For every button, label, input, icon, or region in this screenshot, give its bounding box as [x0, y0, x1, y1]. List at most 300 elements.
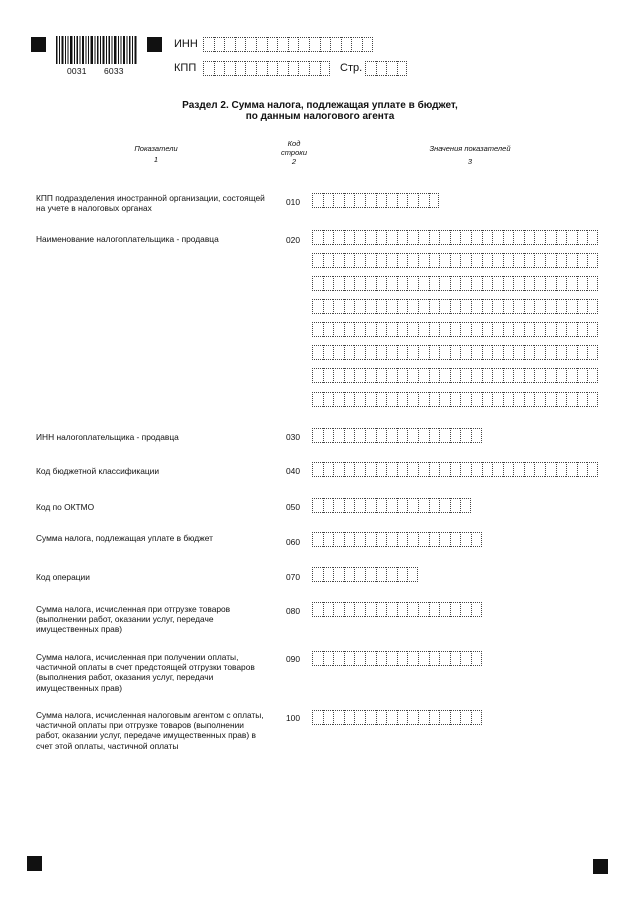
seller-inn-field[interactable] — [312, 428, 482, 443]
char-cell[interactable] — [524, 230, 535, 245]
char-cell[interactable] — [333, 322, 344, 337]
char-cell[interactable] — [429, 392, 440, 407]
char-cell[interactable] — [439, 322, 450, 337]
char-cell[interactable] — [312, 322, 323, 337]
char-cell[interactable] — [439, 299, 450, 314]
char-cell[interactable] — [397, 651, 408, 666]
char-cell[interactable] — [513, 253, 524, 268]
char-cell[interactable] — [587, 462, 598, 477]
char-cell[interactable] — [365, 428, 376, 443]
char-cell[interactable] — [323, 322, 334, 337]
char-cell[interactable] — [376, 710, 387, 725]
char-cell[interactable] — [450, 299, 461, 314]
char-cell[interactable] — [351, 37, 362, 52]
char-cell[interactable] — [333, 253, 344, 268]
char-cell[interactable] — [323, 710, 334, 725]
char-cell[interactable] — [566, 462, 577, 477]
char-cell[interactable] — [429, 651, 440, 666]
char-cell[interactable] — [566, 345, 577, 360]
char-cell[interactable] — [492, 392, 503, 407]
char-cell[interactable] — [386, 392, 397, 407]
char-cell[interactable] — [312, 567, 323, 582]
char-cell[interactable] — [545, 462, 556, 477]
char-cell[interactable] — [429, 428, 440, 443]
char-cell[interactable] — [439, 230, 450, 245]
char-cell[interactable] — [429, 230, 440, 245]
char-cell[interactable] — [471, 651, 482, 666]
char-cell[interactable] — [556, 299, 567, 314]
char-cell[interactable] — [344, 193, 355, 208]
char-cell[interactable] — [429, 322, 440, 337]
char-cell[interactable] — [333, 230, 344, 245]
char-cell[interactable] — [471, 710, 482, 725]
char-cell[interactable] — [587, 230, 598, 245]
char-cell[interactable] — [365, 651, 376, 666]
char-cell[interactable] — [354, 392, 365, 407]
char-cell[interactable] — [323, 602, 334, 617]
char-cell[interactable] — [460, 322, 471, 337]
char-cell[interactable] — [471, 392, 482, 407]
char-cell[interactable] — [407, 532, 418, 547]
char-cell[interactable] — [450, 345, 461, 360]
char-cell[interactable] — [376, 651, 387, 666]
char-cell[interactable] — [492, 462, 503, 477]
char-cell[interactable] — [418, 276, 429, 291]
char-cell[interactable] — [577, 322, 588, 337]
char-cell[interactable] — [203, 37, 214, 52]
char-cell[interactable] — [513, 322, 524, 337]
char-cell[interactable] — [513, 299, 524, 314]
char-cell[interactable] — [450, 532, 461, 547]
char-cell[interactable] — [376, 230, 387, 245]
char-cell[interactable] — [460, 276, 471, 291]
char-cell[interactable] — [556, 322, 567, 337]
char-cell[interactable] — [471, 532, 482, 547]
char-cell[interactable] — [460, 230, 471, 245]
char-cell[interactable] — [376, 276, 387, 291]
char-cell[interactable] — [397, 230, 408, 245]
char-cell[interactable] — [386, 462, 397, 477]
char-cell[interactable] — [418, 345, 429, 360]
char-cell[interactable] — [397, 532, 408, 547]
char-cell[interactable] — [386, 602, 397, 617]
char-cell[interactable] — [344, 532, 355, 547]
char-cell[interactable] — [333, 392, 344, 407]
char-cell[interactable] — [344, 651, 355, 666]
char-cell[interactable] — [354, 193, 365, 208]
char-cell[interactable] — [471, 276, 482, 291]
char-cell[interactable] — [312, 602, 323, 617]
char-cell[interactable] — [333, 710, 344, 725]
char-cell[interactable] — [354, 276, 365, 291]
char-cell[interactable] — [418, 428, 429, 443]
char-cell[interactable] — [471, 345, 482, 360]
char-cell[interactable] — [439, 602, 450, 617]
char-cell[interactable] — [344, 345, 355, 360]
char-cell[interactable] — [577, 230, 588, 245]
char-cell[interactable] — [513, 345, 524, 360]
char-cell[interactable] — [450, 651, 461, 666]
char-cell[interactable] — [386, 345, 397, 360]
char-cell[interactable] — [386, 567, 397, 582]
char-cell[interactable] — [471, 230, 482, 245]
char-cell[interactable] — [397, 193, 408, 208]
char-cell[interactable] — [365, 462, 376, 477]
char-cell[interactable] — [545, 253, 556, 268]
char-cell[interactable] — [460, 602, 471, 617]
char-cell[interactable] — [439, 253, 450, 268]
char-cell[interactable] — [513, 230, 524, 245]
char-cell[interactable] — [418, 710, 429, 725]
char-cell[interactable] — [354, 368, 365, 383]
char-cell[interactable] — [439, 368, 450, 383]
char-cell[interactable] — [386, 498, 397, 513]
char-cell[interactable] — [556, 392, 567, 407]
char-cell[interactable] — [492, 230, 503, 245]
char-cell[interactable] — [344, 567, 355, 582]
char-cell[interactable] — [439, 651, 450, 666]
char-cell[interactable] — [407, 322, 418, 337]
char-cell[interactable] — [407, 462, 418, 477]
seller-name-field-line2[interactable] — [312, 253, 598, 268]
char-cell[interactable] — [312, 230, 323, 245]
char-cell[interactable] — [545, 276, 556, 291]
char-cell[interactable] — [288, 37, 299, 52]
char-cell[interactable] — [365, 299, 376, 314]
char-cell[interactable] — [309, 37, 320, 52]
char-cell[interactable] — [323, 276, 334, 291]
char-cell[interactable] — [365, 368, 376, 383]
char-cell[interactable] — [312, 392, 323, 407]
char-cell[interactable] — [556, 230, 567, 245]
char-cell[interactable] — [386, 276, 397, 291]
char-cell[interactable] — [365, 532, 376, 547]
char-cell[interactable] — [330, 37, 341, 52]
char-cell[interactable] — [566, 230, 577, 245]
char-cell[interactable] — [344, 299, 355, 314]
char-cell[interactable] — [376, 322, 387, 337]
char-cell[interactable] — [386, 532, 397, 547]
oktmo-field[interactable] — [312, 498, 471, 513]
char-cell[interactable] — [407, 230, 418, 245]
char-cell[interactable] — [439, 276, 450, 291]
char-cell[interactable] — [354, 230, 365, 245]
char-cell[interactable] — [460, 368, 471, 383]
char-cell[interactable] — [407, 392, 418, 407]
char-cell[interactable] — [397, 602, 408, 617]
char-cell[interactable] — [376, 345, 387, 360]
char-cell[interactable] — [450, 710, 461, 725]
char-cell[interactable] — [556, 253, 567, 268]
char-cell[interactable] — [386, 428, 397, 443]
char-cell[interactable] — [556, 276, 567, 291]
char-cell[interactable] — [566, 299, 577, 314]
char-cell[interactable] — [376, 532, 387, 547]
char-cell[interactable] — [460, 253, 471, 268]
char-cell[interactable] — [312, 299, 323, 314]
char-cell[interactable] — [312, 498, 323, 513]
char-cell[interactable] — [344, 276, 355, 291]
char-cell[interactable] — [397, 498, 408, 513]
char-cell[interactable] — [397, 392, 408, 407]
char-cell[interactable] — [277, 61, 288, 76]
char-cell[interactable] — [245, 37, 256, 52]
char-cell[interactable] — [439, 710, 450, 725]
char-cell[interactable] — [376, 602, 387, 617]
char-cell[interactable] — [429, 193, 440, 208]
char-cell[interactable] — [534, 368, 545, 383]
char-cell[interactable] — [397, 322, 408, 337]
char-cell[interactable] — [503, 299, 514, 314]
char-cell[interactable] — [235, 61, 246, 76]
char-cell[interactable] — [312, 368, 323, 383]
char-cell[interactable] — [386, 710, 397, 725]
char-cell[interactable] — [450, 498, 461, 513]
char-cell[interactable] — [323, 532, 334, 547]
char-cell[interactable] — [312, 532, 323, 547]
char-cell[interactable] — [418, 462, 429, 477]
char-cell[interactable] — [471, 322, 482, 337]
char-cell[interactable] — [450, 392, 461, 407]
char-cell[interactable] — [439, 345, 450, 360]
char-cell[interactable] — [545, 322, 556, 337]
char-cell[interactable] — [323, 193, 334, 208]
char-cell[interactable] — [460, 710, 471, 725]
char-cell[interactable] — [320, 61, 331, 76]
char-cell[interactable] — [577, 253, 588, 268]
seller-name-field-line4[interactable] — [312, 299, 598, 314]
char-cell[interactable] — [439, 498, 450, 513]
char-cell[interactable] — [556, 368, 567, 383]
seller-name-field-line7[interactable] — [312, 368, 598, 383]
char-cell[interactable] — [429, 710, 440, 725]
char-cell[interactable] — [407, 710, 418, 725]
char-cell[interactable] — [482, 230, 493, 245]
char-cell[interactable] — [450, 428, 461, 443]
char-cell[interactable] — [323, 230, 334, 245]
seller-name-field-line5[interactable] — [312, 322, 598, 337]
char-cell[interactable] — [482, 276, 493, 291]
char-cell[interactable] — [524, 368, 535, 383]
char-cell[interactable] — [577, 345, 588, 360]
tax-on-prepayment-field[interactable] — [312, 651, 482, 666]
char-cell[interactable] — [312, 710, 323, 725]
char-cell[interactable] — [203, 61, 214, 76]
char-cell[interactable] — [312, 428, 323, 443]
char-cell[interactable] — [429, 253, 440, 268]
char-cell[interactable] — [365, 322, 376, 337]
char-cell[interactable] — [407, 299, 418, 314]
char-cell[interactable] — [397, 710, 408, 725]
char-cell[interactable] — [492, 322, 503, 337]
char-cell[interactable] — [534, 253, 545, 268]
char-cell[interactable] — [344, 710, 355, 725]
char-cell[interactable] — [429, 602, 440, 617]
char-cell[interactable] — [365, 392, 376, 407]
char-cell[interactable] — [323, 428, 334, 443]
char-cell[interactable] — [309, 61, 320, 76]
char-cell[interactable] — [386, 253, 397, 268]
char-cell[interactable] — [407, 602, 418, 617]
char-cell[interactable] — [354, 532, 365, 547]
char-cell[interactable] — [365, 710, 376, 725]
char-cell[interactable] — [256, 61, 267, 76]
char-cell[interactable] — [320, 37, 331, 52]
char-cell[interactable] — [587, 368, 598, 383]
tax-agent-prepayment-field[interactable] — [312, 710, 482, 725]
char-cell[interactable] — [365, 230, 376, 245]
char-cell[interactable] — [418, 532, 429, 547]
char-cell[interactable] — [323, 253, 334, 268]
char-cell[interactable] — [482, 392, 493, 407]
char-cell[interactable] — [429, 532, 440, 547]
char-cell[interactable] — [587, 345, 598, 360]
char-cell[interactable] — [323, 651, 334, 666]
char-cell[interactable] — [407, 276, 418, 291]
char-cell[interactable] — [256, 37, 267, 52]
char-cell[interactable] — [365, 276, 376, 291]
char-cell[interactable] — [386, 193, 397, 208]
char-cell[interactable] — [492, 299, 503, 314]
char-cell[interactable] — [513, 276, 524, 291]
char-cell[interactable] — [503, 462, 514, 477]
page-number-field[interactable] — [365, 61, 407, 76]
char-cell[interactable] — [513, 392, 524, 407]
char-cell[interactable] — [386, 61, 397, 76]
char-cell[interactable] — [418, 299, 429, 314]
char-cell[interactable] — [471, 428, 482, 443]
char-cell[interactable] — [277, 37, 288, 52]
char-cell[interactable] — [397, 567, 408, 582]
char-cell[interactable] — [545, 230, 556, 245]
char-cell[interactable] — [439, 392, 450, 407]
kpp-subdivision-field[interactable] — [312, 193, 439, 208]
inn-field[interactable] — [203, 37, 373, 52]
char-cell[interactable] — [492, 345, 503, 360]
char-cell[interactable] — [429, 345, 440, 360]
char-cell[interactable] — [298, 37, 309, 52]
char-cell[interactable] — [418, 193, 429, 208]
char-cell[interactable] — [524, 299, 535, 314]
char-cell[interactable] — [407, 345, 418, 360]
char-cell[interactable] — [397, 462, 408, 477]
char-cell[interactable] — [429, 299, 440, 314]
char-cell[interactable] — [333, 193, 344, 208]
char-cell[interactable] — [492, 276, 503, 291]
char-cell[interactable] — [354, 651, 365, 666]
seller-name-field-line8[interactable] — [312, 392, 598, 407]
char-cell[interactable] — [418, 230, 429, 245]
char-cell[interactable] — [587, 322, 598, 337]
char-cell[interactable] — [312, 651, 323, 666]
char-cell[interactable] — [354, 567, 365, 582]
char-cell[interactable] — [397, 345, 408, 360]
char-cell[interactable] — [429, 462, 440, 477]
char-cell[interactable] — [460, 651, 471, 666]
char-cell[interactable] — [460, 462, 471, 477]
char-cell[interactable] — [513, 462, 524, 477]
char-cell[interactable] — [376, 368, 387, 383]
char-cell[interactable] — [376, 193, 387, 208]
char-cell[interactable] — [386, 299, 397, 314]
char-cell[interactable] — [376, 253, 387, 268]
char-cell[interactable] — [450, 276, 461, 291]
char-cell[interactable] — [450, 462, 461, 477]
char-cell[interactable] — [365, 602, 376, 617]
char-cell[interactable] — [407, 193, 418, 208]
char-cell[interactable] — [534, 299, 545, 314]
char-cell[interactable] — [267, 61, 278, 76]
char-cell[interactable] — [397, 368, 408, 383]
char-cell[interactable] — [312, 276, 323, 291]
char-cell[interactable] — [376, 428, 387, 443]
char-cell[interactable] — [418, 253, 429, 268]
tax-on-shipment-field[interactable] — [312, 602, 482, 617]
char-cell[interactable] — [344, 428, 355, 443]
char-cell[interactable] — [341, 37, 352, 52]
char-cell[interactable] — [323, 462, 334, 477]
char-cell[interactable] — [577, 368, 588, 383]
char-cell[interactable] — [587, 392, 598, 407]
char-cell[interactable] — [460, 392, 471, 407]
char-cell[interactable] — [534, 322, 545, 337]
char-cell[interactable] — [224, 61, 235, 76]
char-cell[interactable] — [503, 392, 514, 407]
char-cell[interactable] — [365, 61, 376, 76]
char-cell[interactable] — [450, 602, 461, 617]
char-cell[interactable] — [503, 322, 514, 337]
char-cell[interactable] — [333, 462, 344, 477]
char-cell[interactable] — [323, 368, 334, 383]
char-cell[interactable] — [333, 368, 344, 383]
char-cell[interactable] — [407, 498, 418, 513]
char-cell[interactable] — [365, 193, 376, 208]
tax-payable-field[interactable] — [312, 532, 482, 547]
char-cell[interactable] — [407, 567, 418, 582]
char-cell[interactable] — [362, 37, 373, 52]
char-cell[interactable] — [376, 392, 387, 407]
char-cell[interactable] — [354, 322, 365, 337]
char-cell[interactable] — [471, 299, 482, 314]
char-cell[interactable] — [471, 602, 482, 617]
char-cell[interactable] — [407, 428, 418, 443]
char-cell[interactable] — [397, 428, 408, 443]
char-cell[interactable] — [312, 462, 323, 477]
char-cell[interactable] — [587, 299, 598, 314]
char-cell[interactable] — [429, 498, 440, 513]
char-cell[interactable] — [534, 462, 545, 477]
char-cell[interactable] — [503, 230, 514, 245]
char-cell[interactable] — [577, 462, 588, 477]
char-cell[interactable] — [418, 498, 429, 513]
char-cell[interactable] — [482, 299, 493, 314]
char-cell[interactable] — [545, 368, 556, 383]
char-cell[interactable] — [365, 567, 376, 582]
char-cell[interactable] — [482, 462, 493, 477]
char-cell[interactable] — [577, 392, 588, 407]
char-cell[interactable] — [323, 299, 334, 314]
char-cell[interactable] — [365, 345, 376, 360]
char-cell[interactable] — [503, 253, 514, 268]
char-cell[interactable] — [513, 368, 524, 383]
char-cell[interactable] — [471, 462, 482, 477]
char-cell[interactable] — [344, 368, 355, 383]
char-cell[interactable] — [333, 567, 344, 582]
char-cell[interactable] — [524, 276, 535, 291]
char-cell[interactable] — [386, 230, 397, 245]
char-cell[interactable] — [344, 230, 355, 245]
char-cell[interactable] — [524, 253, 535, 268]
